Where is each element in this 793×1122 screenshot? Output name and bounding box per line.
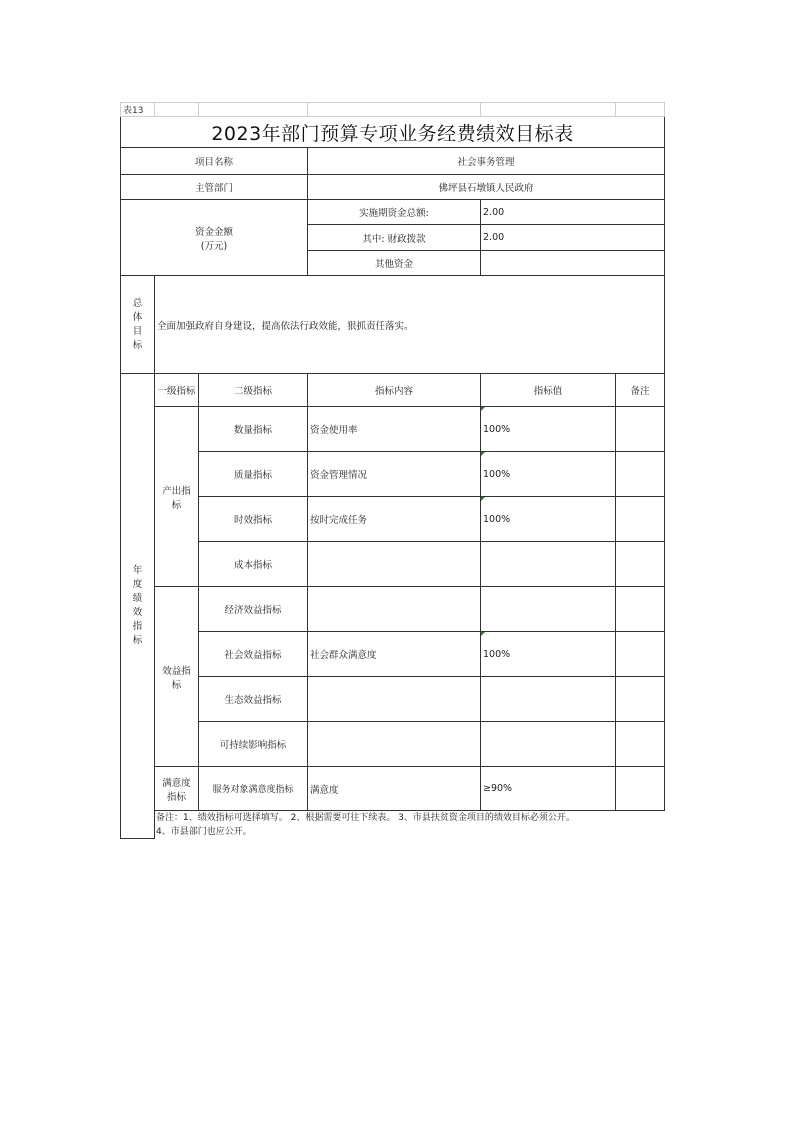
indicator-content: 满意度 xyxy=(308,767,481,811)
annual-indicators-label: 年 度 绩 效 指 标 xyxy=(121,374,155,839)
table-number: 表13 xyxy=(121,103,155,117)
indicator-content: 按时完成任务 xyxy=(308,497,481,542)
indicator-remark xyxy=(616,407,665,452)
indicator-level2: 服务对象满意度指标 xyxy=(199,767,308,811)
indicator-content: 资金使用率 xyxy=(308,407,481,452)
funds-label-line2: (万元) xyxy=(200,240,228,252)
indicator-remark xyxy=(616,587,665,632)
indicator-value: 100% xyxy=(481,407,616,452)
indicator-level2: 社会效益指标 xyxy=(199,632,308,677)
indicator-value: 100% xyxy=(481,497,616,542)
indicator-remark xyxy=(616,722,665,767)
indicator-level2: 数量指标 xyxy=(199,407,308,452)
funds-total-label: 实施期资金总额: xyxy=(308,200,481,225)
indicator-content xyxy=(308,542,481,587)
indicator-value: 100% xyxy=(481,632,616,677)
page-title: 2023年部门预算专项业务经费绩效目标表 xyxy=(121,117,665,148)
header-content: 指标内容 xyxy=(308,374,481,407)
funds-label xyxy=(121,200,308,276)
indicator-value xyxy=(481,677,616,722)
project-name-label: 项目名称 xyxy=(121,148,308,175)
indicator-remark xyxy=(616,542,665,587)
header-level1: 一级指标 xyxy=(155,374,199,407)
header-value: 指标值 xyxy=(481,374,616,407)
header-remark: 备注 xyxy=(616,374,665,407)
performance-target-table xyxy=(120,102,665,839)
group-satisfaction-label: 满意度 指标 xyxy=(155,767,199,811)
project-name-value: 社会事务管理 xyxy=(308,148,665,175)
overall-goal-label: 总 体 目 标 xyxy=(121,276,155,374)
indicator-level2: 时效指标 xyxy=(199,497,308,542)
department-label: 主管部门 xyxy=(121,175,308,200)
overall-goal-text: 全面加强政府自身建设，提高依法行政效能，狠抓责任落实。 xyxy=(155,276,665,374)
notes-line1: 备注：1、绩效指标可选择填写。 2、根据需要可往下续表。 3、市县扶贫资金项目的绩效目标必须公开。 xyxy=(155,811,665,825)
indicator-content: 社会群众满意度 xyxy=(308,632,481,677)
group-benefit-label: 效益指 标 xyxy=(155,587,199,767)
indicator-level2: 经济效益指标 xyxy=(199,587,308,632)
funds-other-value xyxy=(481,251,665,276)
performance-target-sheet xyxy=(120,102,664,839)
indicator-value: 100% xyxy=(481,452,616,497)
group-output-label: 产出指 标 xyxy=(155,407,199,587)
indicator-remark xyxy=(616,632,665,677)
funds-total-value: 2.00 xyxy=(481,200,665,225)
indicator-content xyxy=(308,722,481,767)
indicator-level2: 可持续影响指标 xyxy=(199,722,308,767)
header-level2: 二级指标 xyxy=(199,374,308,407)
indicator-level2: 成本指标 xyxy=(199,542,308,587)
indicator-value xyxy=(481,542,616,587)
indicator-remark xyxy=(616,497,665,542)
funds-label-line1: 资金金额 xyxy=(194,226,233,238)
funds-other-label: 其他资金 xyxy=(308,251,481,276)
indicator-content xyxy=(308,677,481,722)
department-value: 佛坪县石墩镇人民政府 xyxy=(308,175,665,200)
indicator-level2: 质量指标 xyxy=(199,452,308,497)
indicator-value xyxy=(481,587,616,632)
indicator-level2: 生态效益指标 xyxy=(199,677,308,722)
funds-fiscal-label: 其中: 财政拨款 xyxy=(308,225,481,251)
indicator-value xyxy=(481,722,616,767)
indicator-remark xyxy=(616,767,665,811)
indicator-remark xyxy=(616,677,665,722)
indicator-remark xyxy=(616,452,665,497)
indicator-content: 资金管理情况 xyxy=(308,452,481,497)
funds-fiscal-value: 2.00 xyxy=(481,225,665,251)
notes-line2: 4、市县部门也应公开。 xyxy=(156,826,252,837)
indicator-value: ≥90% xyxy=(481,767,616,811)
indicator-content xyxy=(308,587,481,632)
